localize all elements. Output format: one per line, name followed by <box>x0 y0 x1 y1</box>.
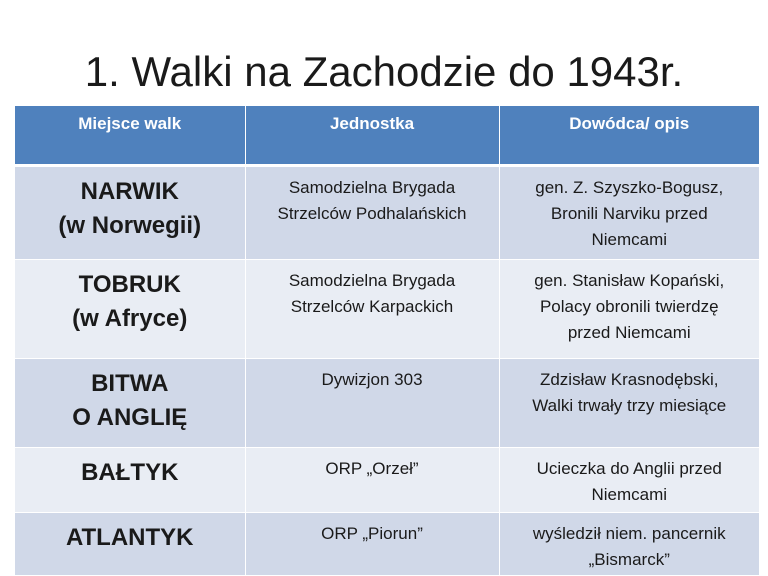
cell-line: ATLANTYK <box>65 524 194 551</box>
cell-unit <box>245 448 499 513</box>
cell-line: Ucieczka do Anglii przed <box>536 459 722 478</box>
table-row <box>15 359 759 448</box>
header-place: Miejsce walk <box>15 106 245 166</box>
cell-place <box>15 166 245 260</box>
battles-table <box>15 106 759 576</box>
cell-line: Bronili Narviku przed <box>550 204 708 223</box>
cell-line: Strzelców Karpackich <box>290 297 454 316</box>
cell-unit <box>245 513 499 576</box>
header-unit: Jednostka <box>245 106 499 166</box>
cell-line: Strzelców Podhalańskich <box>277 204 467 223</box>
cell-line: Samodzielna Brygada <box>288 271 456 290</box>
cell-desc <box>499 448 759 513</box>
cell-line: gen. Stanisław Kopański, <box>534 271 725 290</box>
cell-line: Niemcami <box>591 485 668 504</box>
cell-unit <box>245 260 499 359</box>
table-row <box>15 448 759 513</box>
table-row <box>15 513 759 576</box>
cell-place <box>15 260 245 359</box>
table-header-row <box>15 106 759 166</box>
cell-line: Dywizjon 303 <box>321 370 423 389</box>
cell-unit <box>245 359 499 448</box>
cell-line: „Bismarck” <box>588 550 670 569</box>
cell-place <box>15 513 245 576</box>
cell-line: (w Afryce) <box>72 305 188 332</box>
cell-line: NARWIK <box>80 178 179 205</box>
cell-desc <box>499 513 759 576</box>
cell-line: ORP „Orzeł” <box>325 459 419 478</box>
cell-line: przed Niemcami <box>567 323 691 342</box>
cell-desc <box>499 260 759 359</box>
cell-desc <box>499 166 759 260</box>
cell-place <box>15 448 245 513</box>
cell-line: wyśledził niem. pancernik <box>532 524 726 543</box>
cell-line: BITWA <box>91 370 169 397</box>
cell-line: O ANGLIĘ <box>72 404 188 431</box>
cell-desc <box>499 359 759 448</box>
cell-line: Polacy obronili twierdzę <box>539 297 719 316</box>
cell-line: ORP „Piorun” <box>321 524 423 543</box>
cell-line: Niemcami <box>591 230 668 249</box>
cell-line: (w Norwegii) <box>58 212 202 239</box>
cell-place <box>15 359 245 448</box>
cell-line: gen. Z. Szyszko-Bogusz, <box>535 178 724 197</box>
header-commander: Dowódca/ opis <box>499 106 759 166</box>
table-row <box>15 166 759 260</box>
table-row <box>15 260 759 359</box>
cell-line: Zdzisław Krasnodębski, <box>539 370 719 389</box>
slide-title: 1. Walki na Zachodzie do 1943r. <box>84 48 684 95</box>
cell-line: Samodzielna Brygada <box>288 178 456 197</box>
cell-line: TOBRUK <box>78 271 181 298</box>
cell-line: BAŁTYK <box>81 459 179 486</box>
cell-line: Walki trwały trzy miesiące <box>532 396 727 415</box>
cell-unit <box>245 166 499 260</box>
